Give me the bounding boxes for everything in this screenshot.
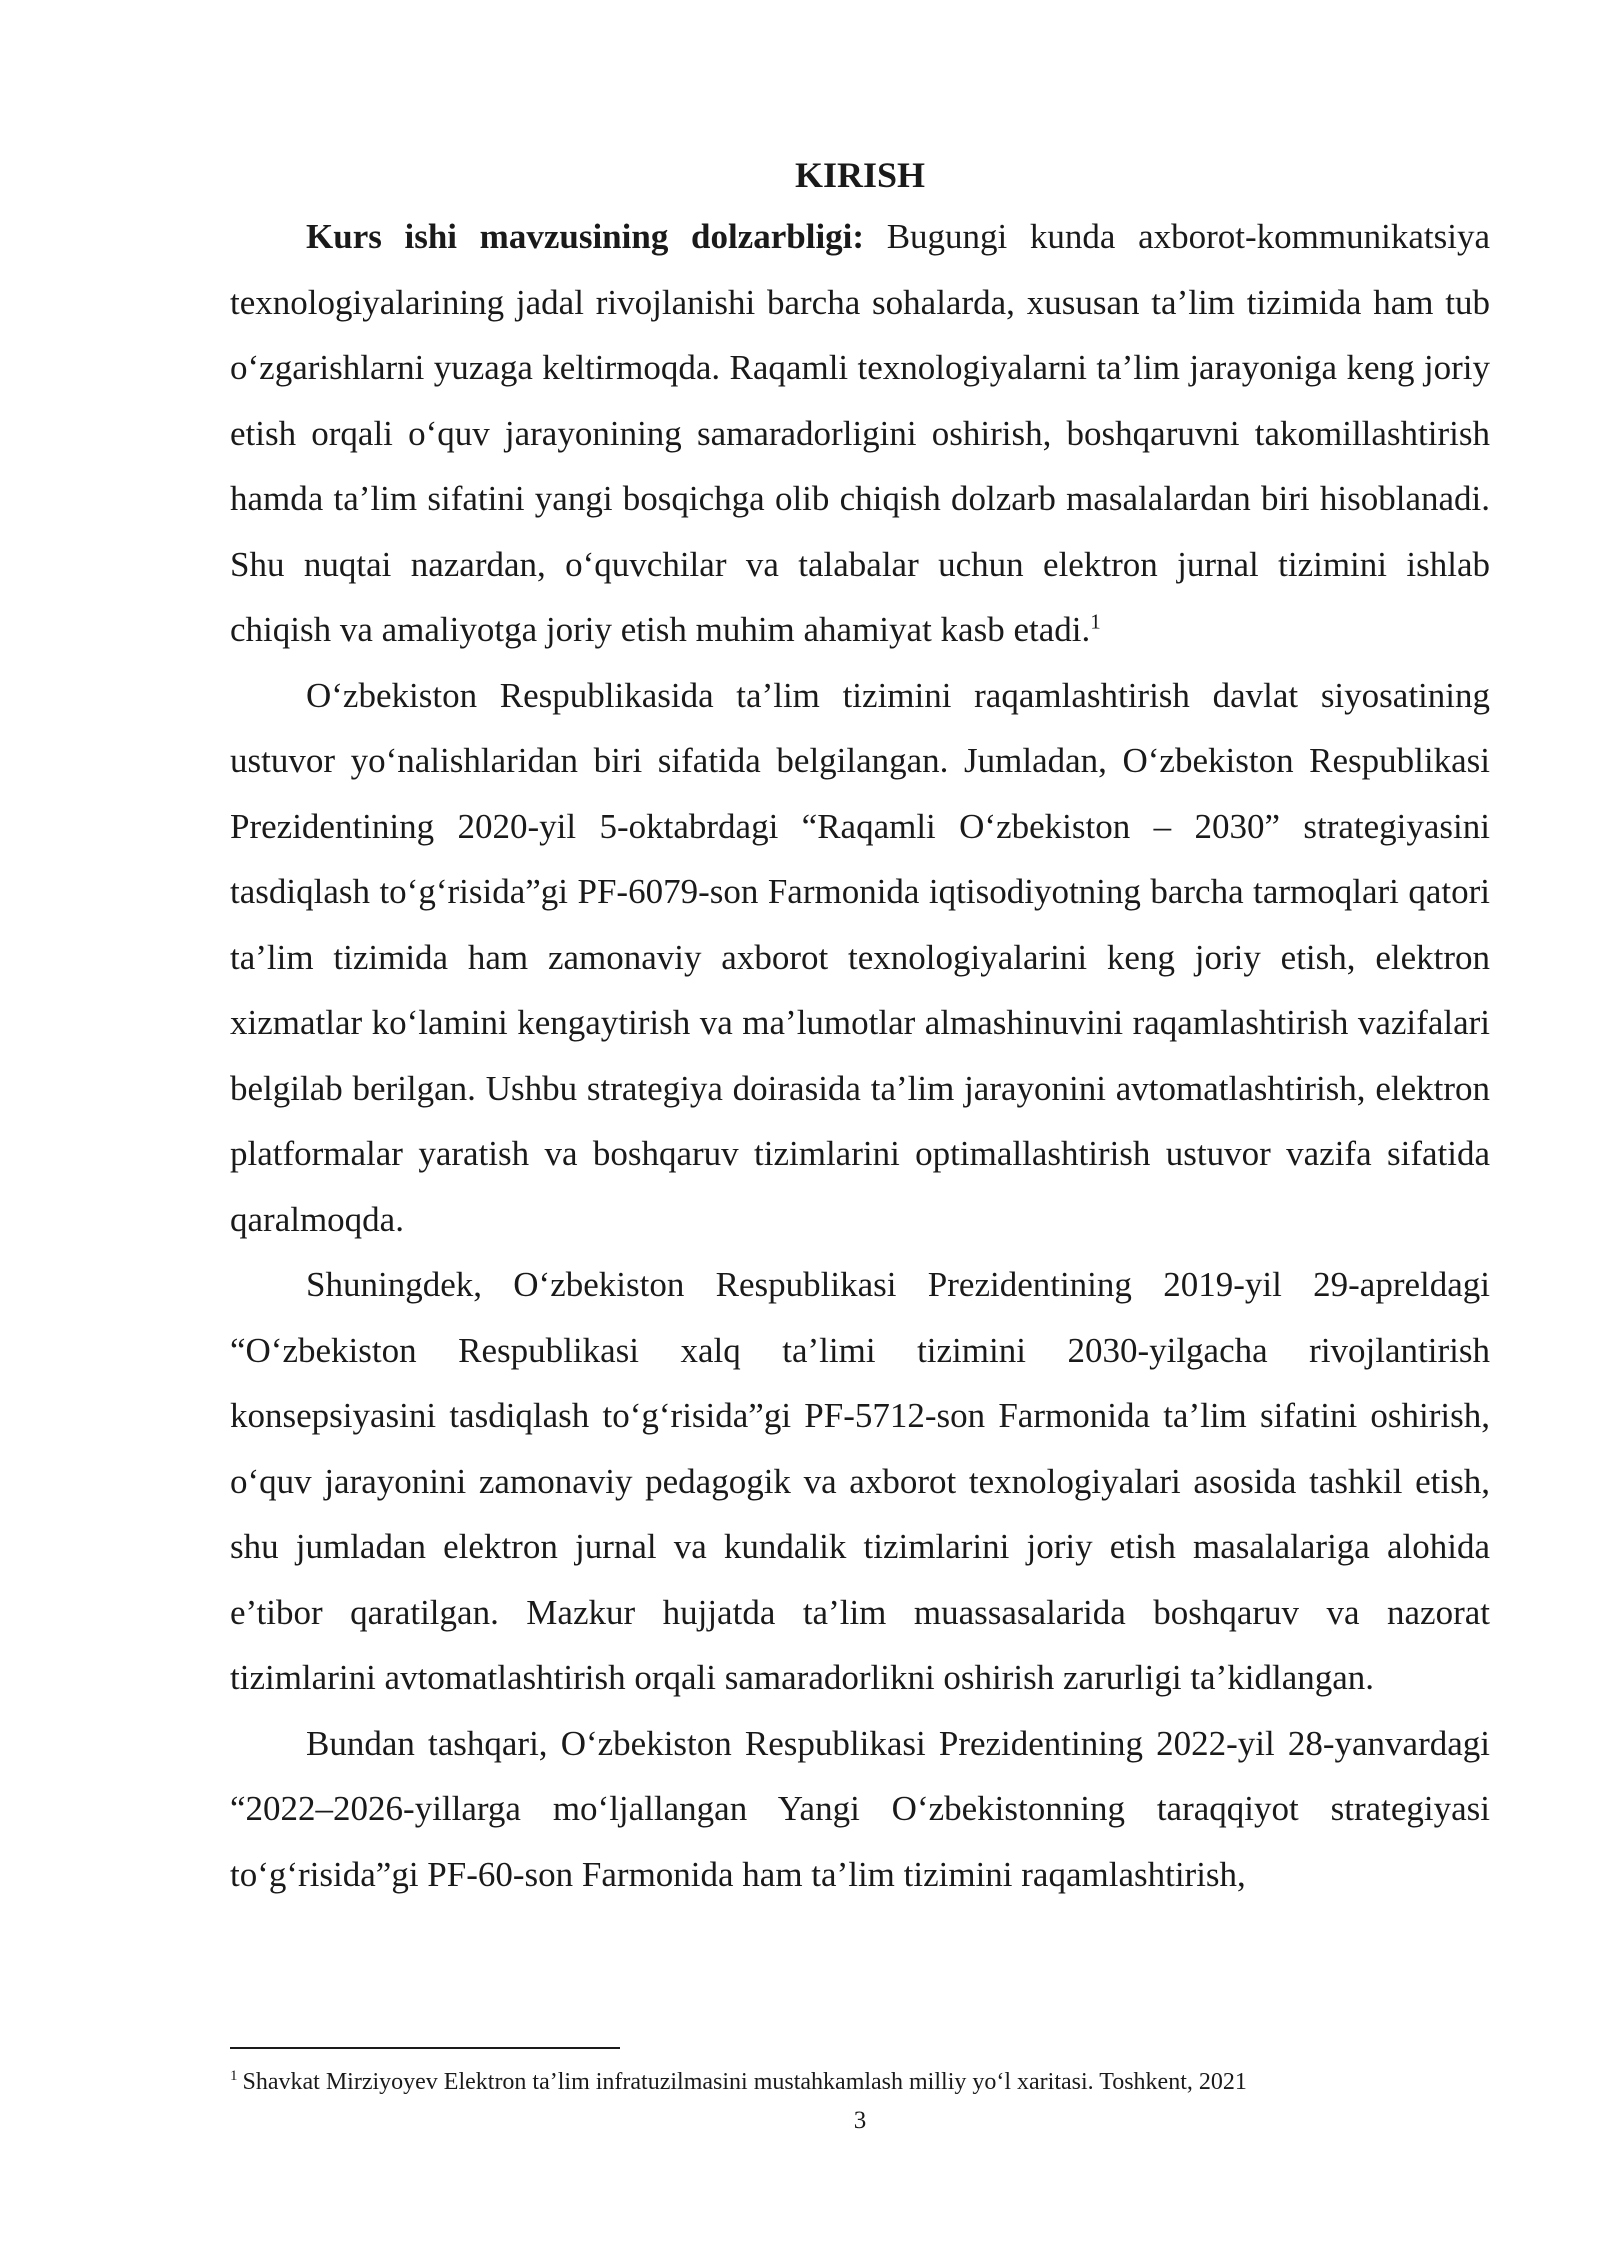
- footnote-reference[interactable]: 1: [1090, 609, 1101, 634]
- paragraph-development-strategy: Bundan tashqari, O‘zbekiston Respublikasi Prezidentining 2022-yil 28-yanvardagi “2022–2026-yillarga mo‘ljallangan Yangi O‘zbekistonning taraqqiyot strategiyasi to‘g‘risida”gi PF-60-son Farmonida ham ta’lim tizimini raqamlashtirish,: [230, 1723, 1490, 1894]
- footnote-mark: 1: [230, 2068, 238, 2084]
- footnote-text: Shavkat Mirziyoyev Elektron ta’lim infratuzilmasini mustahkamlash milliy yo‘l xaritasi. Toshkent, 2021: [242, 2069, 1247, 2095]
- paragraph-relevance: [230, 204, 1490, 663]
- page-number: 3: [853, 2107, 867, 2134]
- page-heading: KIRISH: [794, 155, 926, 195]
- footnote: [230, 2067, 1490, 2097]
- page-body: [230, 148, 1490, 1907]
- paragraph-digital-uzbekistan: O‘zbekiston Respublikasida ta’lim tizimini raqamlashtirish davlat siyosatining ustuvor yo‘nalishlaridan biri sifatida belgilangan. Jumladan, O‘zbekiston Respublikasi Prezidentining 2020-yil 5-oktabrdagi “Raqamli O‘zbekiston – 2030” strategiyasini tasdiqlash to‘g‘risida”gi PF-6079-son Farmonida iqtisodiyotning barcha tarmoqlari qatori ta’lim tizimida ham zamonaviy axborot texnologiyalarini keng joriy etish, elektron xizmatlar ko‘lamini kengaytirish va ma’lumotlar almashinuvini raqamlashtirish vazifalari belgilab berilgan. Ushbu strategiya doirasida ta’lim jarayonini avtomatlashtirish, elektron platformalar yaratish va boshqaruv tizimlarini optimallashtirish ustuvor vazifa sifatida qaralmoqda.: [230, 675, 1490, 1239]
- paragraph-relevance-text: Bugungi kunda axborot-kommunikatsiya texnologiyalarining jadal rivojlanishi barcha sohalarda, xususan ta’lim tizimida ham tub o‘zgarishlarni yuzaga keltirmoqda. Raqamli texnologiyalarni ta’lim jarayoniga keng joriy etish orqali o‘quv jarayonining samaradorligini oshirish, boshqaruvni takomillashtirish hamda ta’lim sifatini yangi bosqichga olib chiqish dolzarb masalalardan biri hisoblanadi. Shu nuqtai nazardan, o‘quvchilar va talabalar uchun elektron jurnal tizimini ishlab chiqish va amaliyotga joriy etish muhim ahamiyat kasb etadi.: [230, 217, 1490, 649]
- paragraph-lead-bold: Kurs ishi mavzusining dolzarbligi:: [306, 217, 865, 256]
- paragraph-education-concept: Shuningdek, O‘zbekiston Respublikasi Prezidentining 2019-yil 29-apreldagi “O‘zbekiston Respublikasi xalq ta’limi tizimini 2030-yilgacha rivojlantirish konsepsiyasini tasdiqlash to‘g‘risida”gi PF-5712-son Farmonida ta’lim sifatini oshirish, o‘quv jarayonini zamonaviy pedagogik va axborot texnologiyalari asosida tashkil etish, shu jumladan elektron jurnal va kundalik tizimlarini joriy etish masalalariga alohida e’tibor qaratilgan. Mazkur hujjatda ta’lim muassasalarida boshqaruv va nazorat tizimlarini avtomatlashtirish orqali samaradorlikni oshirish zarurligi ta’kidlangan.: [230, 1265, 1490, 1697]
- footnote-divider: [230, 2047, 620, 2049]
